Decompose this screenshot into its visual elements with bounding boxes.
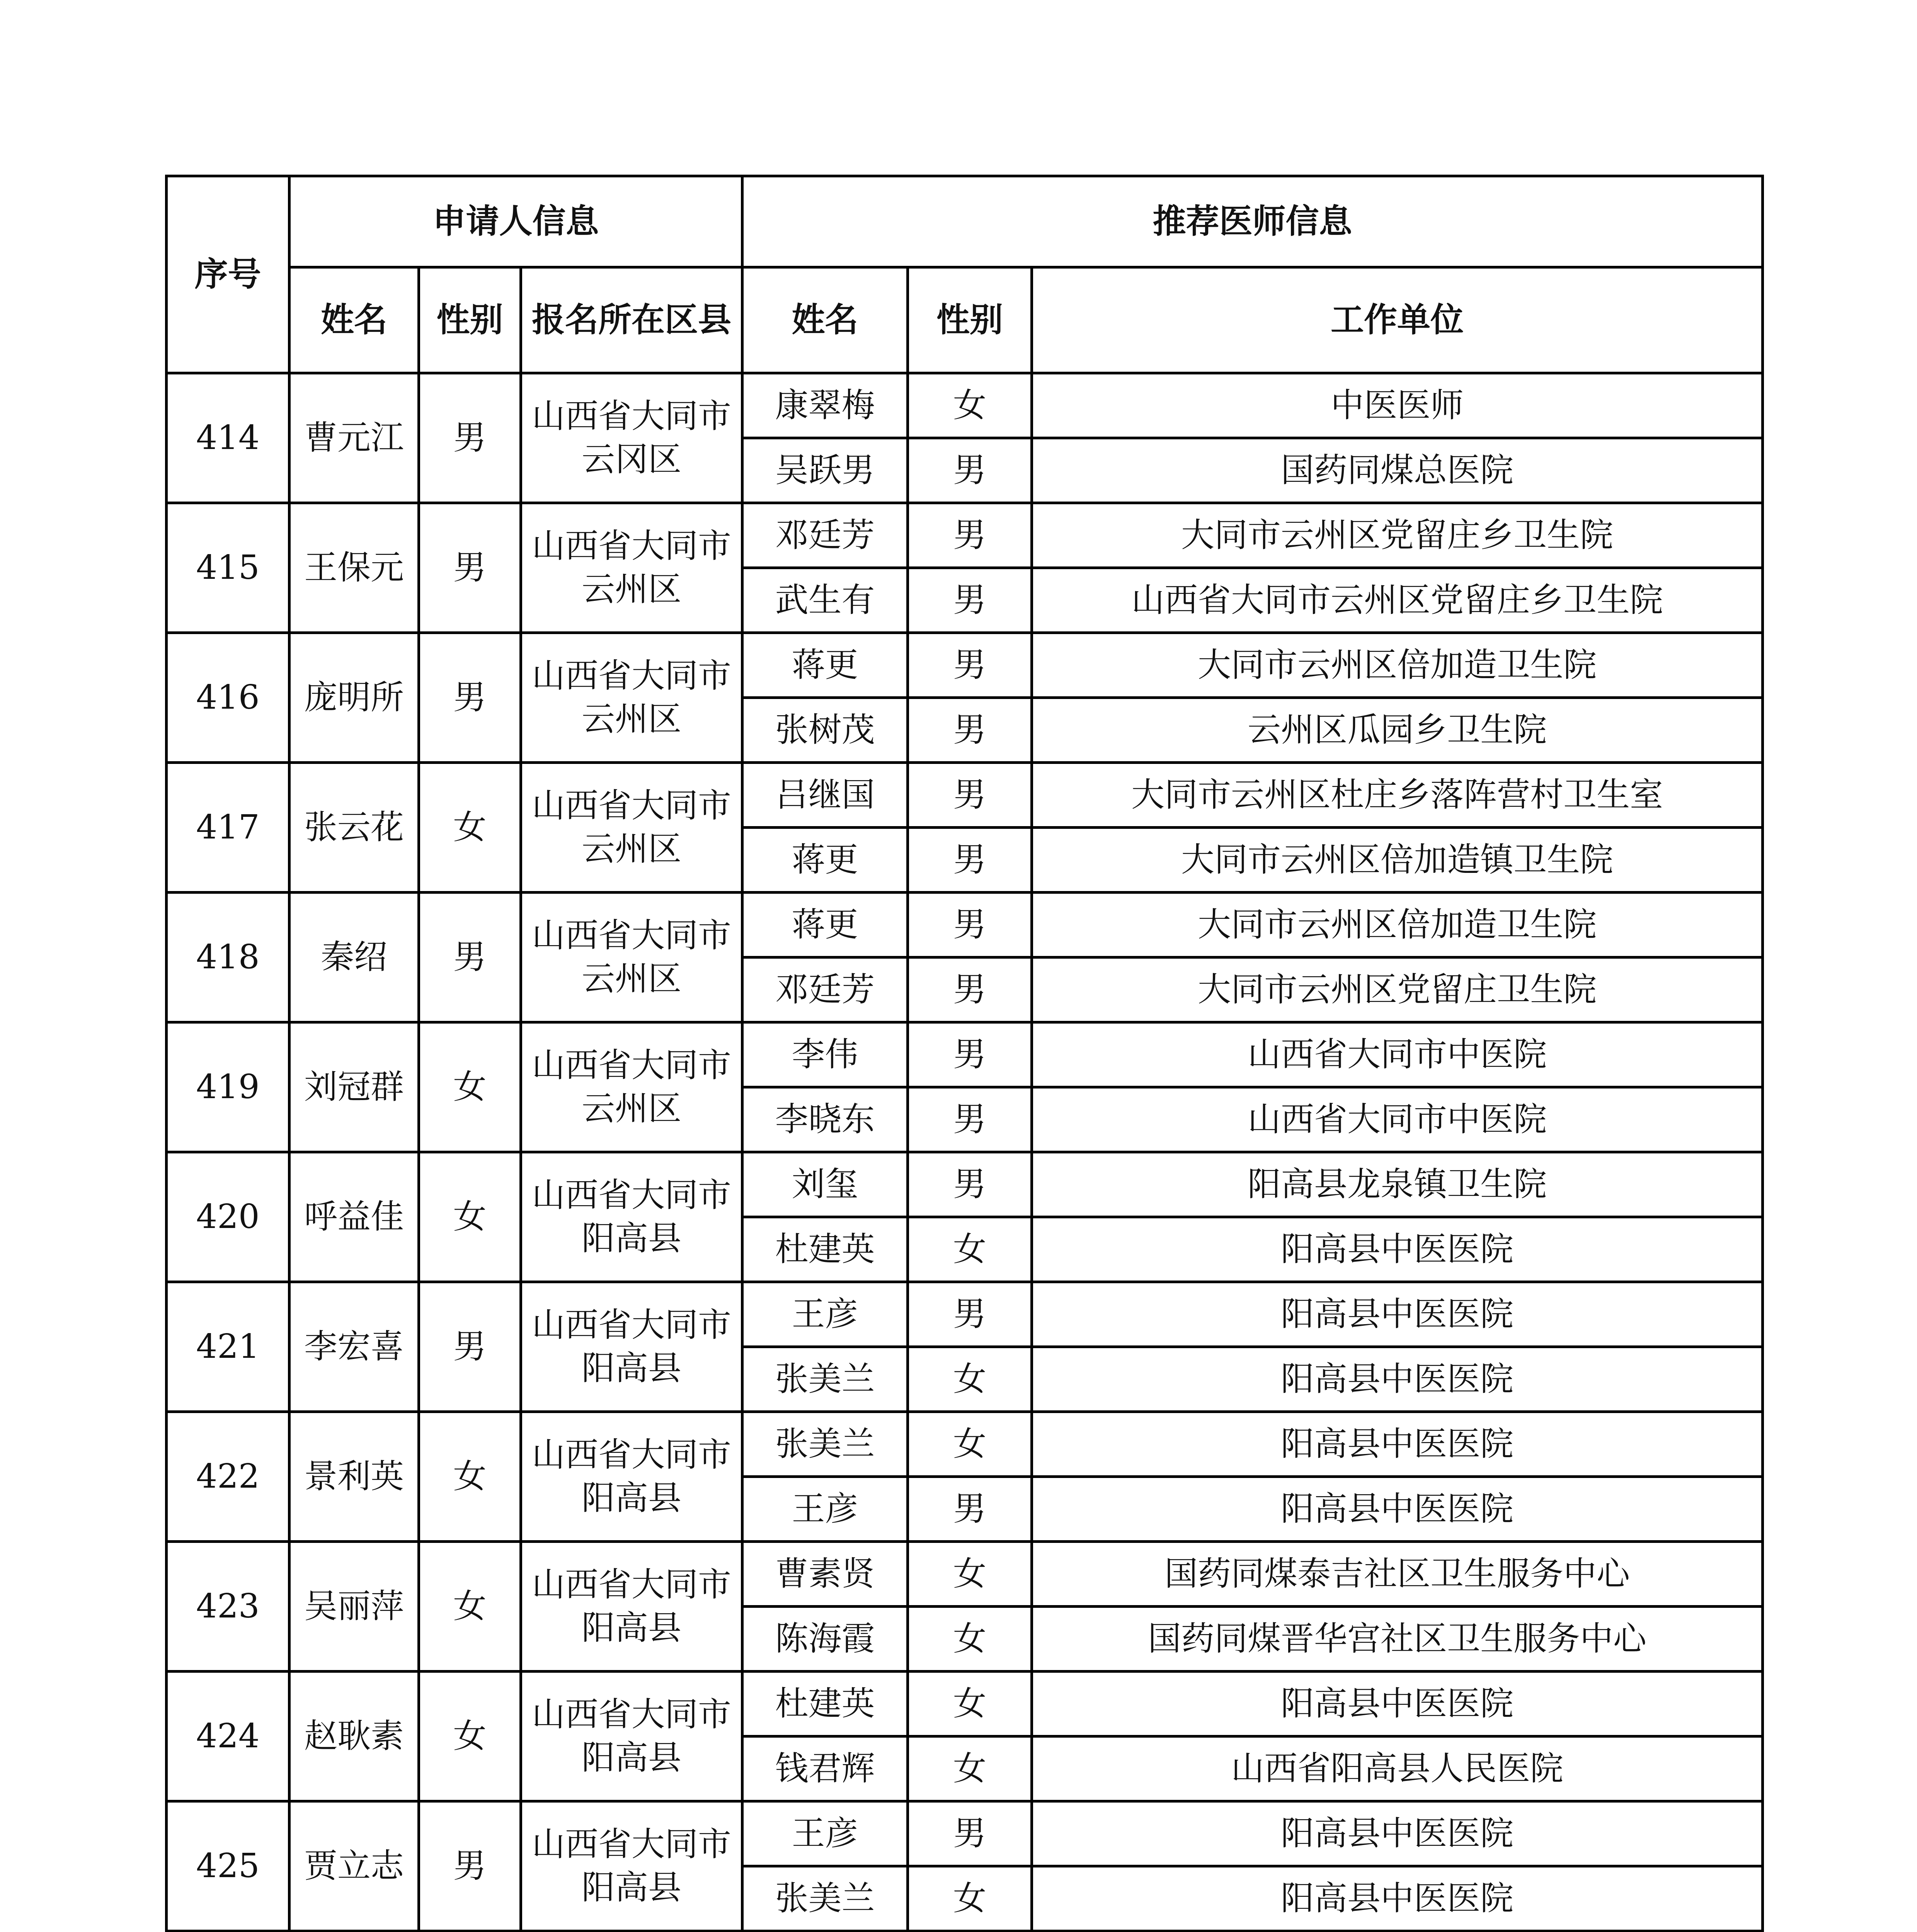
applicant-district: 山西省大同市云州区	[521, 763, 742, 893]
doctor-unit: 阳高县中医医院	[1032, 1866, 1763, 1931]
doctor-gender: 男	[908, 438, 1032, 503]
seq-header: 序号	[167, 176, 289, 373]
doctor-unit: 大同市云州区党留庄卫生院	[1032, 957, 1763, 1022]
doctor-name: 李晓东	[742, 1087, 908, 1152]
doctor-gender: 女	[908, 1542, 1032, 1607]
doctor-name: 曹素贤	[742, 1542, 908, 1607]
doctor-gender: 女	[908, 1866, 1032, 1931]
table-body	[167, 373, 1763, 1932]
doctor-gender: 男	[908, 633, 1032, 698]
applicant-group-header: 申请人信息	[289, 176, 742, 267]
applicant-gender: 女	[419, 1672, 521, 1801]
applicant-name: 张云花	[289, 763, 419, 893]
doctor-unit: 大同市云州区倍加造镇卫生院	[1032, 828, 1763, 893]
table-row	[167, 1022, 1763, 1087]
doctor-name: 刘玺	[742, 1152, 908, 1217]
doctor-unit: 国药同煤总医院	[1032, 438, 1763, 503]
doctor-unit: 国药同煤晋华宫社区卫生服务中心	[1032, 1607, 1763, 1672]
doctor-gender: 女	[908, 1607, 1032, 1672]
applicant-gender: 男	[419, 1282, 521, 1412]
applicant-district: 山西省大同市阳高县	[521, 1672, 742, 1801]
doctor-name: 张美兰	[742, 1347, 908, 1412]
doctor-gender: 男	[908, 1152, 1032, 1217]
doctor-name: 邓廷芳	[742, 957, 908, 1022]
doctor-unit: 阳高县中医医院	[1032, 1347, 1763, 1412]
doctor-name: 张美兰	[742, 1866, 908, 1931]
doctor-gender: 男	[908, 1022, 1032, 1087]
applicant-district: 山西省大同市阳高县	[521, 1152, 742, 1282]
doctor-name: 张树茂	[742, 698, 908, 763]
applicant-district-header: 报名所在区县	[521, 267, 742, 373]
record-seq: 423	[167, 1542, 289, 1672]
record-seq: 416	[167, 633, 289, 763]
doctor-gender: 男	[908, 957, 1032, 1022]
record-seq: 414	[167, 373, 289, 503]
table-row	[167, 503, 1763, 568]
table-row	[167, 1542, 1763, 1607]
record-seq: 421	[167, 1282, 289, 1412]
applicant-name: 曹元江	[289, 373, 419, 503]
record-seq: 418	[167, 893, 289, 1022]
applicant-district: 山西省大同市阳高县	[521, 1412, 742, 1542]
applicant-name: 呼益佳	[289, 1152, 419, 1282]
doctor-unit: 云州区瓜园乡卫生院	[1032, 698, 1763, 763]
doctor-name: 王彦	[742, 1477, 908, 1542]
table-row	[167, 633, 1763, 698]
table-row	[167, 1672, 1763, 1736]
applicant-name: 刘冠群	[289, 1022, 419, 1152]
doctor-name: 蒋更	[742, 893, 908, 957]
doctor-gender: 女	[908, 1217, 1032, 1282]
doctor-name: 钱君辉	[742, 1736, 908, 1801]
applicant-gender: 女	[419, 1152, 521, 1282]
doctor-unit: 山西省阳高县人民医院	[1032, 1736, 1763, 1801]
doctor-unit: 阳高县中医医院	[1032, 1282, 1763, 1347]
doctor-gender: 男	[908, 698, 1032, 763]
doctor-gender: 女	[908, 1412, 1032, 1477]
doctor-unit: 山西省大同市中医院	[1032, 1022, 1763, 1087]
doctor-gender: 男	[908, 1477, 1032, 1542]
applicant-name: 庞明所	[289, 633, 419, 763]
doctor-name: 蒋更	[742, 828, 908, 893]
applicant-gender: 女	[419, 1542, 521, 1672]
doctor-name: 陈海霞	[742, 1607, 908, 1672]
doctor-name: 蒋更	[742, 633, 908, 698]
doctor-gender-header: 性别	[908, 267, 1032, 373]
doctor-name: 李伟	[742, 1022, 908, 1087]
doctor-unit: 大同市云州区杜庄乡落阵营村卫生室	[1032, 763, 1763, 828]
applicant-name: 景利英	[289, 1412, 419, 1542]
applicant-gender: 男	[419, 503, 521, 633]
doctor-unit: 大同市云州区倍加造卫生院	[1032, 633, 1763, 698]
applicant-district: 山西省大同市阳高县	[521, 1282, 742, 1412]
doctor-gender: 男	[908, 1801, 1032, 1866]
doctor-name: 张美兰	[742, 1412, 908, 1477]
applicant-district: 山西省大同市云冈区	[521, 373, 742, 503]
doctor-name: 杜建英	[742, 1672, 908, 1736]
doctor-gender: 男	[908, 503, 1032, 568]
doctor-gender: 女	[908, 1736, 1032, 1801]
applicant-district: 山西省大同市云州区	[521, 633, 742, 763]
doctor-unit: 阳高县中医医院	[1032, 1217, 1763, 1282]
doctor-name: 吕继国	[742, 763, 908, 828]
doctor-name: 王彦	[742, 1801, 908, 1866]
applicant-name: 吴丽萍	[289, 1542, 419, 1672]
doctor-unit: 阳高县龙泉镇卫生院	[1032, 1152, 1763, 1217]
doctor-name: 杜建英	[742, 1217, 908, 1282]
applicant-name: 秦绍	[289, 893, 419, 1022]
record-seq: 425	[167, 1801, 289, 1931]
doctor-name: 康翠梅	[742, 373, 908, 438]
doctor-name: 王彦	[742, 1282, 908, 1347]
record-seq: 415	[167, 503, 289, 633]
applicant-gender: 男	[419, 373, 521, 503]
doctor-unit-header: 工作单位	[1032, 267, 1763, 373]
doctor-gender: 女	[908, 1347, 1032, 1412]
doctor-gender: 男	[908, 568, 1032, 633]
applicant-name: 李宏喜	[289, 1282, 419, 1412]
doctor-gender: 女	[908, 373, 1032, 438]
applicant-gender: 女	[419, 1412, 521, 1542]
applicant-gender: 男	[419, 1801, 521, 1931]
table-row	[167, 893, 1763, 957]
doctor-name: 吴跃男	[742, 438, 908, 503]
applicant-district: 山西省大同市阳高县	[521, 1801, 742, 1931]
doctor-gender: 男	[908, 1087, 1032, 1152]
applicant-name: 贾立志	[289, 1801, 419, 1931]
doctor-unit: 大同市云州区倍加造卫生院	[1032, 893, 1763, 957]
doctor-gender: 男	[908, 763, 1032, 828]
applicant-district: 山西省大同市云州区	[521, 893, 742, 1022]
table-row	[167, 1152, 1763, 1217]
doctor-gender: 男	[908, 828, 1032, 893]
recommendation-table	[165, 175, 1764, 1932]
doctor-gender: 女	[908, 1672, 1032, 1736]
record-seq: 419	[167, 1022, 289, 1152]
doctor-unit: 中医医师	[1032, 373, 1763, 438]
applicant-district: 山西省大同市阳高县	[521, 1542, 742, 1672]
record-seq: 420	[167, 1152, 289, 1282]
doctor-name-header: 姓名	[742, 267, 908, 373]
table-row	[167, 1801, 1763, 1866]
record-seq: 424	[167, 1672, 289, 1801]
doctor-unit: 山西省大同市云州区党留庄乡卫生院	[1032, 568, 1763, 633]
doctor-unit: 山西省大同市中医院	[1032, 1087, 1763, 1152]
doctor-gender: 男	[908, 893, 1032, 957]
applicant-name: 王保元	[289, 503, 419, 633]
applicant-gender: 男	[419, 633, 521, 763]
doctor-unit: 大同市云州区党留庄乡卫生院	[1032, 503, 1763, 568]
table-row	[167, 763, 1763, 828]
table-row	[167, 373, 1763, 438]
doctor-group-header: 推荐医师信息	[742, 176, 1763, 267]
doctor-unit: 阳高县中医医院	[1032, 1672, 1763, 1736]
record-seq: 422	[167, 1412, 289, 1542]
applicant-district: 山西省大同市云州区	[521, 503, 742, 633]
table-row	[167, 1412, 1763, 1477]
doctor-unit: 阳高县中医医院	[1032, 1801, 1763, 1866]
table-row	[167, 1282, 1763, 1347]
doctor-gender: 男	[908, 1282, 1032, 1347]
applicant-gender: 女	[419, 1022, 521, 1152]
doctor-name: 邓廷芳	[742, 503, 908, 568]
record-seq: 417	[167, 763, 289, 893]
applicant-name-header: 姓名	[289, 267, 419, 373]
applicant-district: 山西省大同市云州区	[521, 1022, 742, 1152]
applicant-name: 赵耿素	[289, 1672, 419, 1801]
applicant-gender: 男	[419, 893, 521, 1022]
applicant-gender-header: 性别	[419, 267, 521, 373]
doctor-name: 武生有	[742, 568, 908, 633]
doctor-unit: 阳高县中医医院	[1032, 1412, 1763, 1477]
doctor-unit: 阳高县中医医院	[1032, 1477, 1763, 1542]
applicant-gender: 女	[419, 763, 521, 893]
doctor-unit: 国药同煤泰吉社区卫生服务中心	[1032, 1542, 1763, 1607]
